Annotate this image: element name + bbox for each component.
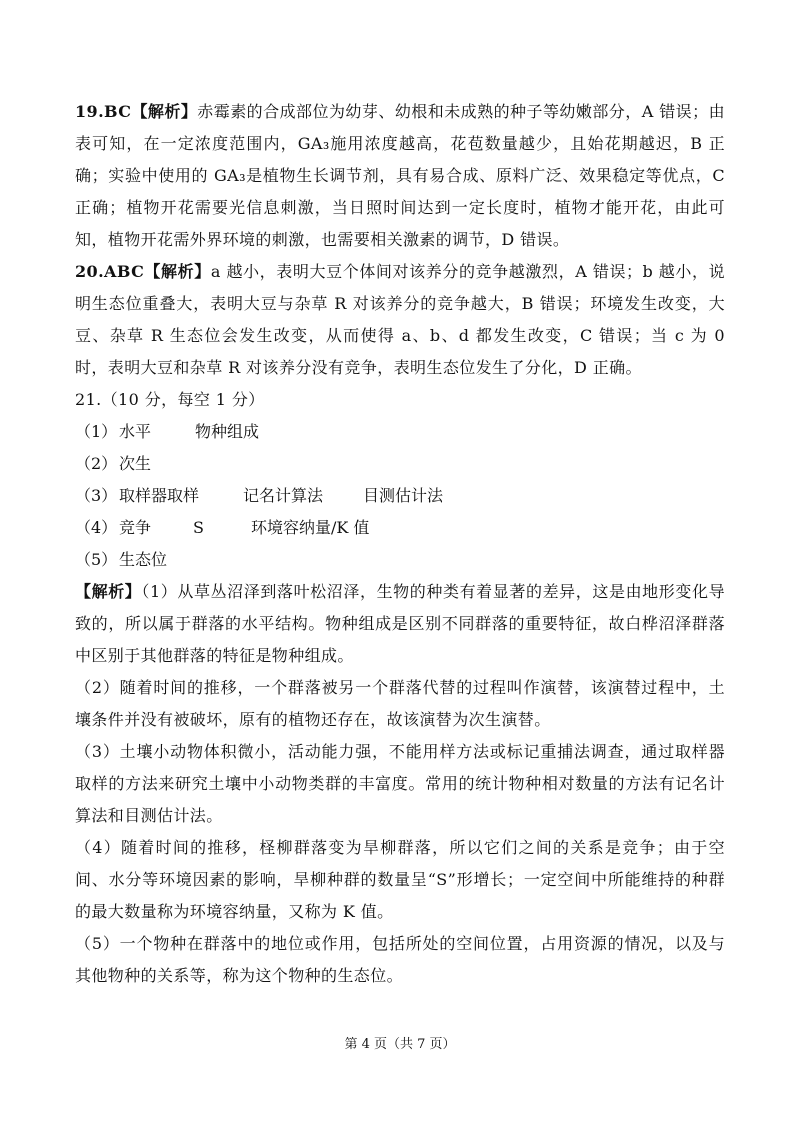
page-content (75, 96, 725, 992)
answer-num: （3） (75, 486, 118, 505)
answer-item: 目测估计法 (363, 486, 444, 505)
answer-item: 物种组成 (195, 422, 260, 441)
q20-head: 20.ABC【解析】 (75, 262, 211, 281)
q19-text: 赤霉素的合成部位为幼芽、幼根和未成熟的种子等幼嫩部分，A 错误；由表可知，在一定浓度范围内，GA₃施用浓度越高，花苞数量越少，且始花期越迟，B 正确；实验中使用的 GA₃是植物生长调节剂，具有易合成、原料广泛、效果稳定等优点，C 正确；植物开花需要光信息刺激，当日照时间达到一定长度时，植物才能开花，由此可知，植物开花需外界环境的刺激，也需要相关激素的调节，D 错误。 (75, 102, 725, 249)
q19-head: 19.BC【解析】 (75, 102, 198, 121)
answer-num: （4） (75, 518, 118, 537)
analysis-text: （1）从草丛沼泽到落叶松沼泽，生物的种类有着显著的差异，这是由地形变化导致的，所以属于群落的水平结构。物种组成是区别不同群落的重要特征，故白桦沼泽群落中区别于其他群落的特征是物种组成。 (75, 582, 725, 665)
answer-num: （2） (75, 454, 118, 473)
q21-head: 21.（10 分，每空 1 分） (75, 390, 265, 409)
analysis-2: （2）随着时间的推移，一个群落被另一个群落代替的过程叫作演替，该演替过程中，土壤条件并没有被破坏，原有的植物还存在，故该演替为次生演替。 (75, 678, 725, 729)
answer-item: S (193, 518, 204, 537)
answer-item: 水平 (119, 422, 152, 441)
answer-row-4 (75, 512, 725, 544)
analysis-3: （3）土壤小动物体积微小，活动能力强，不能用样方法或标记重捕法调查，通过取样器取样的方法来研究土壤中小动物类群的丰富度。常用的统计物种相对数量的方法有记名计算法和目测估计法。 (75, 742, 725, 825)
answer-num: （1） (75, 422, 118, 441)
answer-row-1 (75, 416, 725, 448)
analysis-4: （4）随着时间的推移，柽柳群落变为旱柳群落，所以它们之间的关系是竞争；由于空间、水分等环境因素的影响，旱柳种群的数量呈“S”形增长；一定空间中所能维持的种群的最大数量称为环境容纳量，又称为 K 值。 (75, 838, 725, 921)
answer-item: 记名计算法 (243, 486, 324, 505)
answer-item: 次生 (119, 454, 152, 473)
question-20 (75, 256, 725, 384)
analysis-head: 【解析】 (75, 582, 142, 601)
q20-text: a 越小，表明大豆个体间对该养分的竞争越激烈，A 错误；b 越小，说明生态位重叠大，表明大豆与杂草 R 对该养分的竞争越大，B 错误；环境发生改变，大豆、杂草 R 生态位会发生改变，从而使得 a、b、d 都发生改变，C 错误；当 c 为 0 时，表明大豆和杂草 R 对该养分没有竞争，表明生态位发生了分化，D 正确。 (75, 262, 725, 377)
answer-row-5 (75, 544, 725, 576)
answer-row-3 (75, 480, 725, 512)
analysis-5: （5）一个物种在群落中的地位或作用，包括所处的空间位置，占用资源的情况，以及与其他物种的关系等，称为这个物种的生态位。 (75, 934, 725, 985)
answer-row-2 (75, 448, 725, 480)
answer-item: 生态位 (119, 550, 168, 569)
answer-item: 环境容纳量/K 值 (251, 518, 370, 537)
page-footer: 第 4 页（共 7 页） (344, 1037, 456, 1052)
answer-item: 取样器取样 (119, 486, 200, 505)
answer-num: （5） (75, 550, 118, 569)
answer-item: 竞争 (119, 518, 152, 537)
question-19 (75, 96, 725, 256)
analysis-1 (75, 576, 725, 672)
